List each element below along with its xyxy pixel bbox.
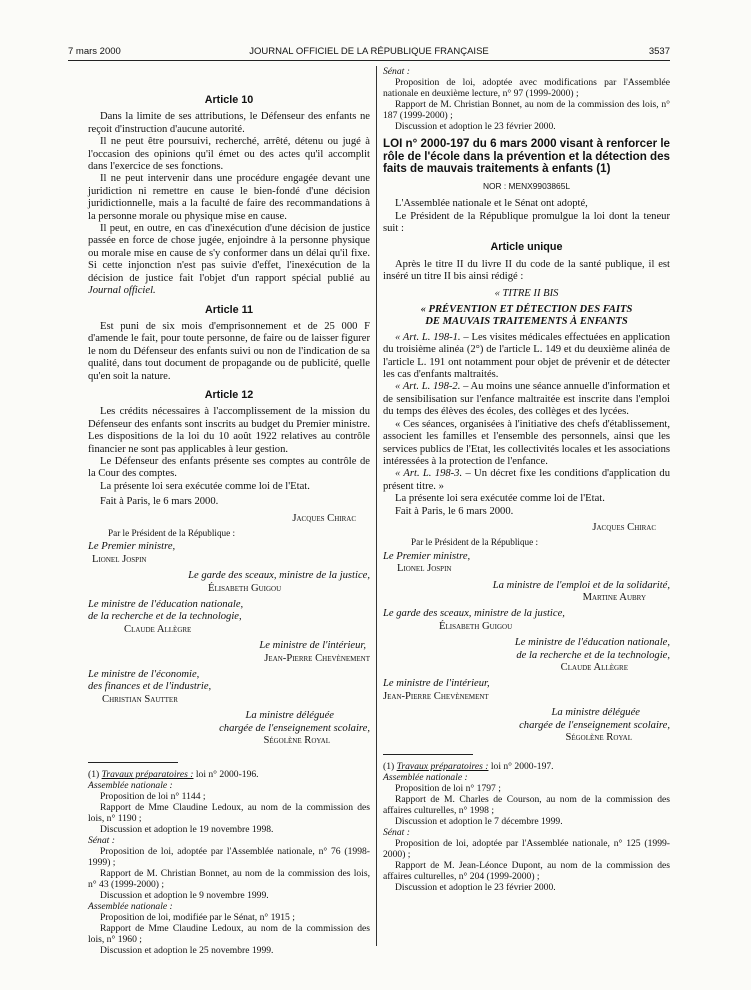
footnote-line: Discussion et adoption le 23 février 2000. [395,882,556,894]
footnote-rule [383,754,473,755]
intro-paragraph: Le Président de la République promulgue la loi dont la teneur suit : [383,210,670,234]
footnote-rule [88,762,178,763]
article-12-title: Article 12 [204,388,254,401]
footnote-continuation [383,66,670,132]
nor-reference: NOR : MENX9903865L [482,180,571,191]
article-10-title: Article 10 [204,94,254,106]
footnote-heading: Assemblée nationale : [88,900,173,912]
footnote-line: Proposition de loi, adoptée par l'Assemblée nationale, n° 76 (1998-1999) ; [88,845,370,868]
article-10-paragraph [88,223,370,297]
signatory-title: Le ministre de l'éducation nationale, [88,599,244,611]
intro-paragraph: L'Assemblée nationale et le Sénat ont adopté, [395,198,588,210]
signatory-title: de la recherche et de la technologie, [88,611,242,623]
footnote-line: Rapport de Mme Claudine Ledoux, au nom de la commission des lois, n° 1960 ; [88,922,370,945]
footnote-line: Rapport de M. Christian Bonnet, au nom de la commission des lois, n° 187 (1999-2000) ; [383,99,670,121]
signatory-title: Le ministre de l'économie, [88,669,200,681]
signatory-name: Martine Aubry [582,591,646,603]
article-ref: « Art. L. 198-1. [395,331,461,343]
footnote-line: Rapport de M. Jean-Léonce Dupont, au nom de la commission des affaires culturelles, n° 204 (1999-2000) ; [383,860,670,883]
article-unique-paragraph: Après le titre II du livre II du code de la santé publique, il est inséré un titre II bis ainsi rédigé : [383,258,670,283]
article-ref: « Art. L. 198-3. [395,468,463,480]
signatory-name: Jean-Pierre Chevènement [383,690,489,702]
signatory-title: Le ministre de l'intérieur, [383,678,490,690]
article-11-paragraph: Est puni de six mois d'emprisonnement et de 25 000 F d'amende le fait, pour toute personne, de faire ou de laisser figurer le nom du Défenseur des enfants suivi ou non de l'indication de sa qualité, dans tout document de propagande ou de publicité, quelle qu'en soit la nature. [88,320,370,382]
signatory-name: Christian Sautter [102,693,178,705]
article-l198-2: « Art. L. 198-2. – Au moins une séance annuelle d'information et de sensibilisation sur l'enfance maltraitée est inscrite dans l'emploi du temps des élèves des écoles, des collèges et des lycées. [383,381,670,418]
footnote-line: Proposition de loi, modifiée par le Sénat, n° 1915 ; [100,911,295,923]
article-10-paragraph: Dans la limite de ses attributions, le Défenseur des enfants ne reçoit d'instruction d'aucune autorité. [88,111,370,135]
signatory-title: de la recherche et de la technologie, [516,649,670,661]
law-title: LOI n° 2000-197 du 6 mars 2000 visant à renforcer le rôle de l'école dans la prévention et la détection des faits de mauvais traitements à enfants (1) [383,137,670,176]
article-l198-1: « Art. L. 198-1. – Les visites médicales effectuées en application du troisième alinéa (2°) de l'article L. 149 et du deuxième alinéa de l'article L. 191 ont notamment pour objet de prévenir et de détecter les cas d'enfants maltraités. [383,331,670,381]
signatory-name: Lionel Jospin [397,563,452,575]
signatory-name: Jean-Pierre Chevènement [264,652,370,664]
journal-officiel-ref: Journal officiel. [88,285,156,297]
footnote-line: Proposition de loi, adoptée par l'Assemblée nationale, n° 125 (1999-2000) ; [383,838,670,861]
article-unique-title: Article unique [490,241,563,254]
signatory-title: La ministre déléguée [245,710,334,722]
footnote-line: Discussion et adoption le 23 février 2000. [395,121,556,132]
article-10-paragraph: Il ne peut intervenir dans une procédure engagée devant une juridiction ni remettre en cause le bien-fondé d'une décision juridictionnelle, mais a la faculté de faire des recommandations à la personne morale ou physique mise en cause. [88,173,370,222]
footnote-heading: Assemblée nationale : [383,772,468,784]
signatory-title: des finances et de l'industrie, [88,681,212,693]
footnote-line: Rapport de Mme Claudine Ledoux, au nom de la commission des lois, n° 1190 ; [88,801,370,824]
footnote [88,769,370,956]
signatory-name: Lionel Jospin [92,553,147,565]
president-signature: Jacques Chirac [292,512,356,524]
signatory-title: Le ministre de l'éducation nationale, [514,637,670,649]
left-column [88,66,370,956]
footnote-line: Rapport de M. Charles de Courson, au nom de la commission des affaires culturelles, n° 1998 ; [383,794,670,817]
footnote-line: Rapport de M. Christian Bonnet, au nom de la commission des lois, n° 43 (1999-2000) ; [88,867,370,890]
par-le-president: Par le Président de la République : [108,528,236,538]
column-divider [376,66,377,946]
signatory-title: La ministre déléguée [551,707,640,719]
footnote [383,761,670,893]
place-date: Fait à Paris, le 6 mars 2000. [395,505,514,517]
section-heading: « PRÉVENTION ET DÉTECTION DES FAITS [420,304,633,316]
signatory-name: Ségolène Royal [263,735,330,747]
article-l198-2-continued: « Ces séances, organisées à l'initiative des chefs d'établissement, associent les familles et l'ensemble des personnels, ainsi que les services publics de l'Etat, les collectivités locales et les associations intéressées à la protection de l'enfance. [383,418,670,467]
article-ref: « Art. L. 198-2. [395,381,461,393]
footnote-line: Proposition de loi n° 1797 ; [395,783,501,795]
footnote-line: Discussion et adoption le 7 décembre 1999. [395,816,563,828]
signatory-title: Le garde des sceaux, ministre de la justice, [188,570,370,582]
footnote-line: Discussion et adoption le 9 novembre 1999. [100,889,269,901]
signatory-name: Claude Allègre [124,623,192,635]
section-heading: DE MAUVAIS TRAITEMENTS À ENFANTS [425,316,628,328]
footnote-line: (1) Travaux préparatoires : loi n° 2000-196. [88,768,259,780]
header-page-number: 3537 [648,46,670,57]
footnote-line: (1) Travaux préparatoires : loi n° 2000-197. [383,761,554,773]
signatory-title: Le ministre de l'intérieur, [259,640,366,652]
footnote-heading: Sénat : [383,827,410,839]
footnote-line: Proposition de loi, adoptée avec modifications par l'Assemblée nationale en deuxième lecture, n° 97 (1999-2000) ; [383,77,670,99]
footnote-heading: Sénat : [88,834,115,846]
article-10-paragraph: Il ne peut être poursuivi, recherché, arrêté, détenu ou jugé à l'occasion des opinions qu'il émet ou des actes qu'il accomplit dans l'exercice de ses fonctions. [88,136,370,173]
article-10-text: Il peut, en outre, en cas d'inexécution d'une décision de justice passée en force de chose jugée, enjoindre à la personne physique ou morale mise en cause de s'y conformer dans un délai qu'il fixe. Si cette injonction n'est pas suivie d'effet, l'inexécution de la décision de justice fait l'objet d'un rapport spécial publié au [88,223,370,284]
signatory-title: La ministre de l'emploi et de la solidarité, [492,579,670,591]
signatory-name: Ségolène Royal [565,732,632,744]
footnote-line: Discussion et adoption le 19 novembre 1998. [100,823,274,835]
signatory-title: Le garde des sceaux, ministre de la justice, [383,608,565,620]
signatory-name: Élisabeth Guigou [208,582,282,594]
closing-formula: La présente loi sera exécutée comme loi de l'Etat. [100,480,310,492]
right-column [383,66,670,893]
closing-formula: La présente loi sera exécutée comme loi de l'Etat. [395,493,605,505]
signatory-title: chargée de l'enseignement scolaire, [519,719,670,731]
header-journal-title: JOURNAL OFFICIEL DE LA RÉPUBLIQUE FRANÇAISE [249,46,489,57]
signatory-title: Le Premier ministre, [88,541,176,553]
president-signature: Jacques Chirac [592,521,656,533]
header-date: 7 mars 2000 [68,46,121,57]
place-date: Fait à Paris, le 6 mars 2000. [100,496,219,508]
titre-heading: « TITRE II BIS [494,287,559,299]
signatory-title: chargée de l'enseignement scolaire, [219,722,370,734]
article-12-paragraph: Le Défenseur des enfants présente ses comptes au contrôle de la Cour des comptes. [88,455,370,480]
signatory-title: Le Premier ministre, [383,550,471,562]
article-12-paragraph: Les crédits nécessaires à l'accomplissement de la mission du Défenseur des enfants sont inscrits au budget du Premier ministre. Les dispositions de la loi du 10 août 1922 relatives au contrôle financier ne sont pas applicables à leur gestion. [88,406,370,455]
page-header [68,46,670,60]
travaux-preparatoires-label: Travaux préparatoires : [101,768,194,780]
par-le-president: Par le Président de la République : [411,537,539,548]
article-11-title: Article 11 [204,303,254,316]
signatory-name: Claude Allègre [560,662,628,673]
travaux-preparatoires-label: Travaux préparatoires : [396,761,489,773]
footnote-line: Proposition de loi n° 1144 ; [100,790,206,802]
footnote-line: Discussion et adoption le 25 novembre 1999. [100,944,274,956]
footnote-heading: Assemblée nationale : [88,779,173,791]
signatory-name: Élisabeth Guigou [439,620,513,632]
header-rule [68,60,670,61]
article-l198-3: « Art. L. 198-3. – Un décret fixe les conditions d'application du présent titre. » [383,468,670,492]
footnote-heading: Sénat : [383,66,410,77]
